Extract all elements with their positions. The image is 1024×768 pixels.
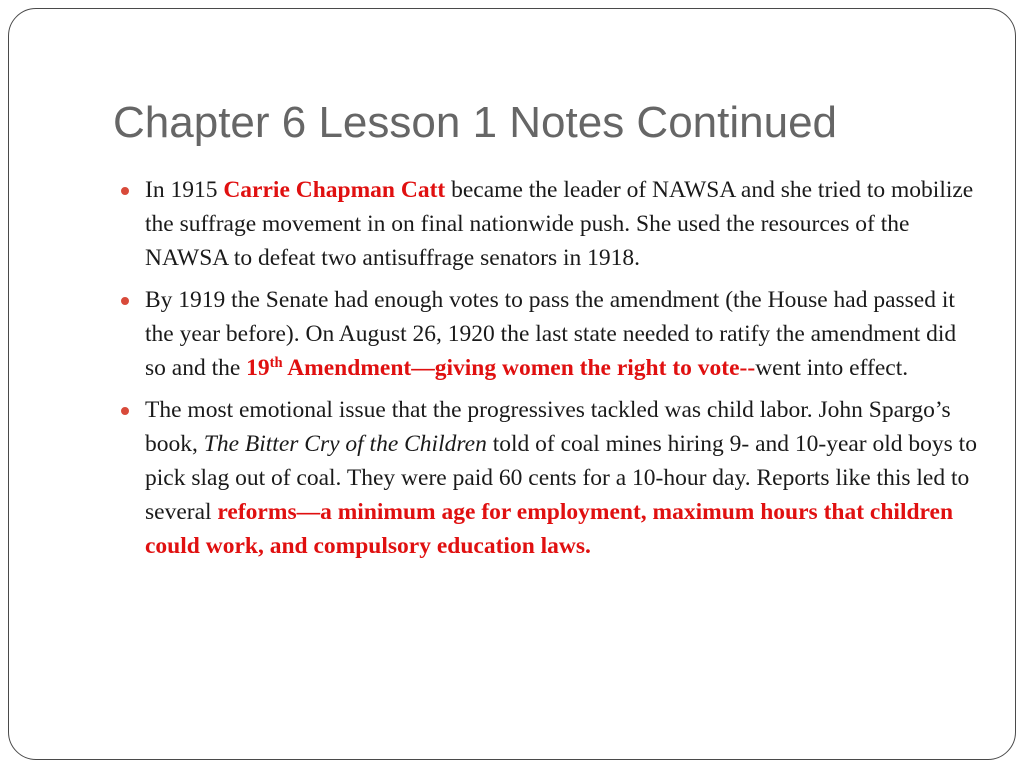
- bullet-item: [145, 173, 977, 275]
- bullet-list: [145, 173, 977, 571]
- bullet-text: told of coal mines hiring 9- and 10-year old boys to pick slag out of coal. They were paid 60 cents for a 10-hour day. Reports like this led to several: [145, 431, 977, 525]
- highlight-text: Carrie Chapman Catt: [223, 177, 446, 203]
- highlight-text: Amendment—giving women the right to vote--: [282, 355, 756, 381]
- ordinal-suffix: th: [269, 355, 283, 371]
- bullet-text: The most emotional issue that the progressives tackled was child labor. John Spargo’s book,: [145, 397, 951, 457]
- slide: [8, 8, 1016, 760]
- bullet-item: [145, 283, 977, 385]
- bullet-text: went into effect.: [755, 355, 909, 381]
- bullet-text: In 1915: [145, 177, 224, 203]
- bullet-dot-icon: [121, 407, 129, 415]
- bullet-item: [145, 393, 977, 563]
- bullet-text: became the leader of NAWSA and she tried to mobilize the suffrage movement in on final nationwide push. She used the resources of the NAWSA to defeat two antisuffrage senators in 1918.: [145, 177, 974, 271]
- book-title: The Bitter Cry of the Children: [203, 431, 487, 457]
- highlight-text: reforms—a minimum age for employment, maximum hours that children could work, and compulsory education laws.: [145, 499, 954, 559]
- bullet-text: By 1919 the Senate had enough votes to pass the amendment (the House had passed it the year before). On August 26, 1920 the last state needed to ratify the amendment did so and the: [145, 287, 957, 381]
- highlight-text: 19: [246, 355, 270, 381]
- bullet-dot-icon: [121, 187, 129, 195]
- slide-title: Chapter 6 Lesson 1 Notes Continued: [113, 98, 838, 147]
- bullet-dot-icon: [121, 297, 129, 305]
